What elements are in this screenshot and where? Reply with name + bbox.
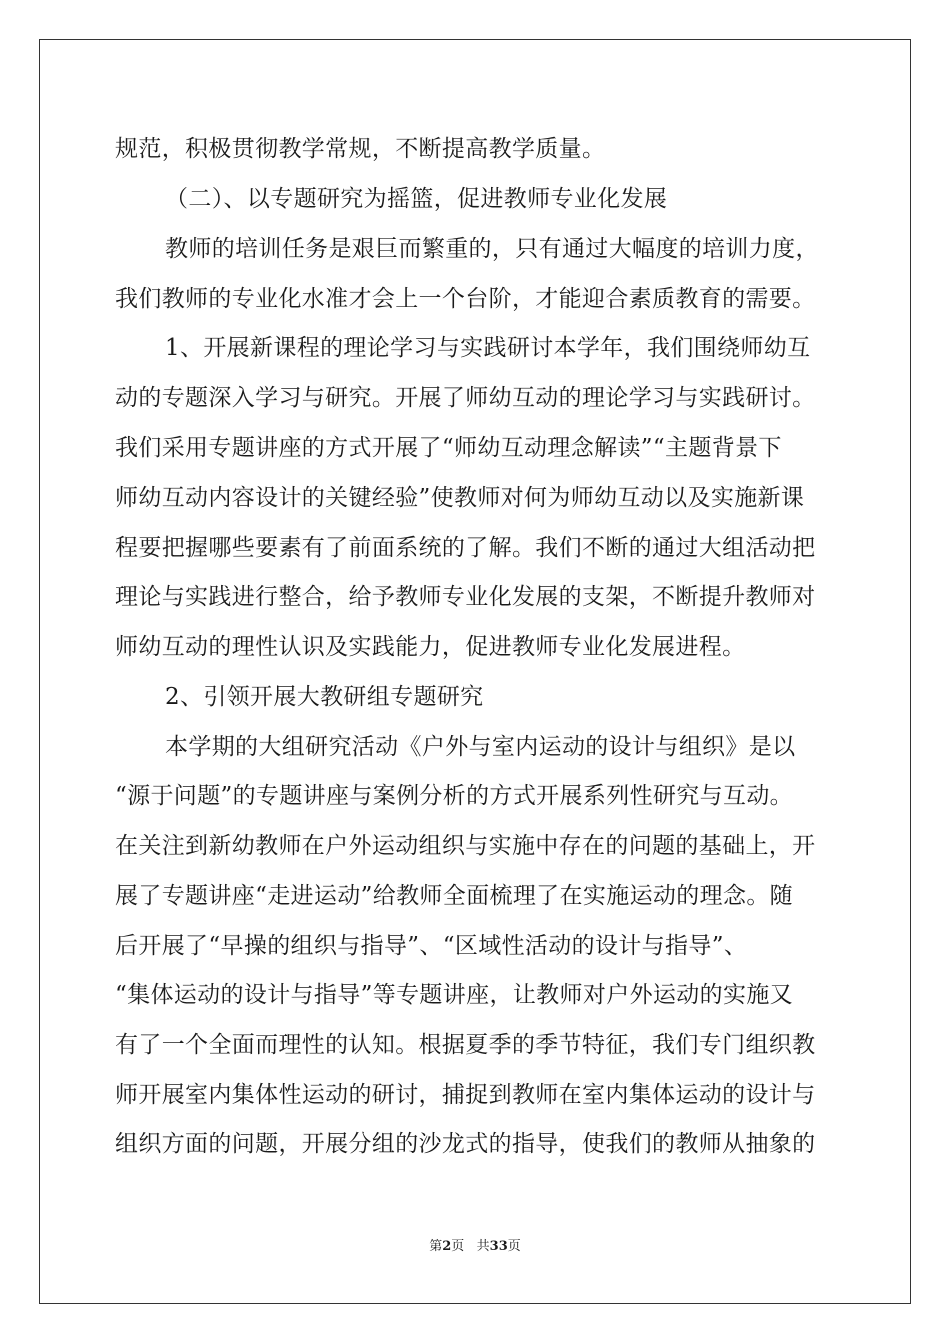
paragraph-line: 1、开展新课程的理论学习与实践研讨本学年，我们围绕师幼互 <box>165 335 811 361</box>
paragraph-line: 我们教师的专业化水准才会上一个台阶，才能迎合素质教育的需要。 <box>115 286 816 312</box>
paragraph-line: 理论与实践进行整合，给予教师专业化发展的支架，不断提升教师对 <box>115 584 816 610</box>
page-suffix: 页 <box>507 1239 521 1254</box>
page-prefix: 第 <box>429 1239 443 1254</box>
paragraph-line: 有了一个全面而理性的认知。根据夏季的季节特征，我们专门组织教 <box>115 1032 816 1058</box>
paragraph-line: 我们采用专题讲座的方式开展了“师幼互动理念解读”“主题背景下 <box>115 435 782 461</box>
paragraph-line: 教师的培训任务是艰巨而繁重的，只有通过大幅度的培训力度， <box>165 236 819 262</box>
paragraph-line: 师开展室内集体性运动的研讨，捕捉到教师在室内集体运动的设计与 <box>115 1082 816 1108</box>
page-mid: 页 共 <box>451 1239 490 1254</box>
paragraph-line: “集体运动的设计与指导”等专题讲座，让教师对户外运动的实施又 <box>115 982 794 1008</box>
paragraph-line: 动的专题深入学习与研究。开展了师幼互动的理论学习与实践研讨。 <box>115 385 816 411</box>
paragraph-line: “源于问题”的专题讲座与案例分析的方式开展系列性研究与互动。 <box>115 783 794 809</box>
current-page-number: 2 <box>442 1239 452 1254</box>
paragraph-line: 后开展了“早操的组织与指导”、“区域性活动的设计与指导”、 <box>115 933 748 959</box>
paragraph-line: 组织方面的问题，开展分组的沙龙式的指导，使我们的教师从抽象的 <box>115 1131 816 1157</box>
paragraph-line: 程要把握哪些要素有了前面系统的了解。我们不断的通过大组活动把 <box>115 535 816 561</box>
page-footer <box>0 1237 950 1257</box>
section-heading: （二）、以专题研究为摇篮，促进教师专业化发展 <box>165 186 668 212</box>
paragraph-line: 师幼互动内容设计的关键经验”使教师对何为师幼互动以及实施新课 <box>115 485 805 511</box>
paragraph-line: 展了专题讲座“走进运动”给教师全面梳理了在实施运动的理念。随 <box>115 883 794 909</box>
paragraph-line: 规范，积极贯彻教学常规，不断提高教学质量。 <box>115 136 606 162</box>
total-page-number: 33 <box>489 1239 508 1254</box>
paragraph-line: 本学期的大组研究活动《户外与室内运动的设计与组织》是以 <box>165 734 796 760</box>
paragraph-line: 在关注到新幼教师在户外运动组织与实施中存在的问题的基础上，开 <box>115 833 816 859</box>
subsection-heading: 2、引领开展大教研组专题研究 <box>165 684 484 710</box>
paragraph-line: 师幼互动的理性认识及实践能力，促进教师专业化发展进程。 <box>115 634 746 660</box>
